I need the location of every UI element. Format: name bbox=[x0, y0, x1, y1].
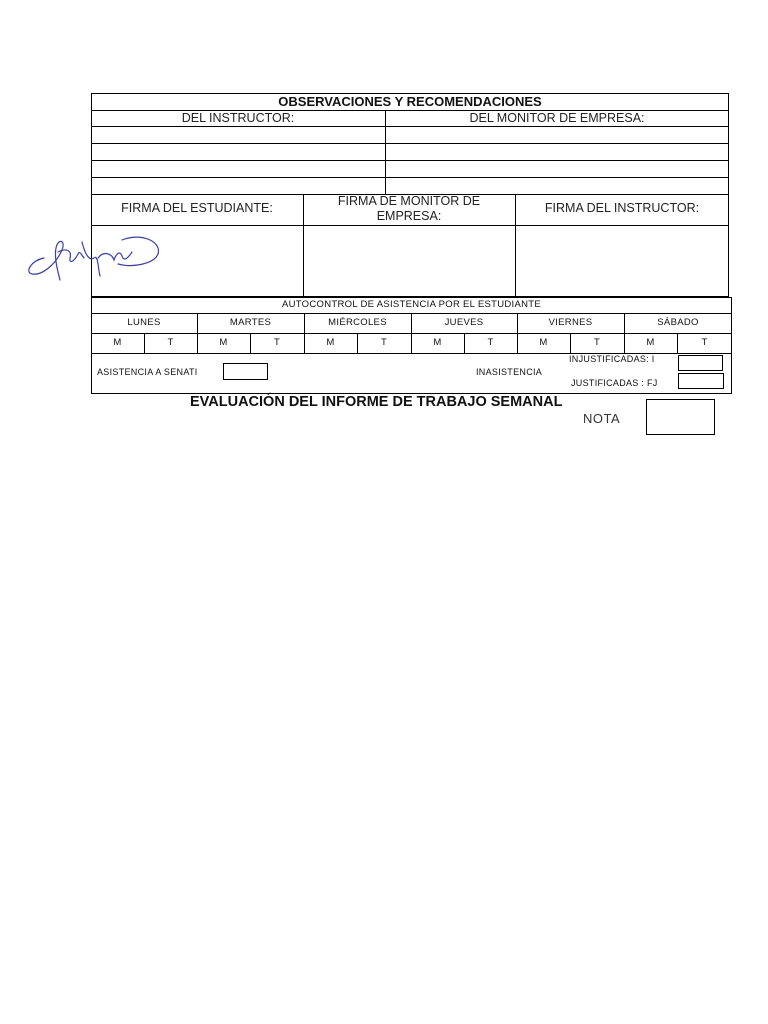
instructor-signature-field[interactable] bbox=[516, 226, 728, 296]
monitor-signature-field[interactable] bbox=[304, 226, 515, 296]
day-friday: VIERNES bbox=[548, 317, 593, 328]
monitor-header: DEL MONITOR DE EMPRESA: bbox=[469, 111, 645, 125]
instructor-line-4[interactable] bbox=[92, 178, 384, 194]
unjustified-box[interactable] bbox=[678, 355, 723, 371]
observations-title: OBSERVACIONES Y RECOMENDACIONES bbox=[278, 94, 542, 109]
thursday-morning-cell[interactable]: M bbox=[433, 337, 442, 348]
senati-attendance-label: ASISTENCIA A SENATI bbox=[97, 367, 198, 377]
justified-label: JUSTIFICADAS : FJ bbox=[571, 378, 658, 388]
instructor-header: DEL INSTRUCTOR: bbox=[181, 111, 295, 125]
tuesday-morning-cell[interactable]: M bbox=[219, 337, 228, 348]
day-saturday: SÁBADO bbox=[657, 317, 699, 328]
monitor-signature-label: FIRMA DE MONITOR DE EMPRESA: bbox=[337, 194, 481, 223]
evaluation-title: EVALUACIÓN DEL INFORME DE TRABAJO SEMANAL bbox=[190, 394, 563, 410]
saturday-afternoon-cell[interactable]: T bbox=[701, 337, 708, 348]
tuesday-afternoon-cell[interactable]: T bbox=[273, 337, 281, 348]
thursday-afternoon-cell[interactable]: T bbox=[487, 337, 494, 348]
attendance-title: AUTOCONTROL DE ASISTENCIA POR EL ESTUDIANTE bbox=[281, 299, 542, 310]
wednesday-morning-cell[interactable]: M bbox=[326, 337, 335, 348]
day-wednesday: MIÉRCOLES bbox=[328, 317, 387, 328]
instructor-signature-label: FIRMA DEL INSTRUCTOR: bbox=[544, 201, 700, 215]
grade-label: NOTA bbox=[583, 411, 621, 426]
student-signature-label: FIRMA DEL ESTUDIANTE: bbox=[121, 201, 273, 215]
absence-label: INASISTENCIA bbox=[476, 367, 543, 377]
friday-morning-cell[interactable]: M bbox=[539, 337, 548, 348]
day-thursday: JUEVES bbox=[444, 317, 484, 328]
wednesday-afternoon-cell[interactable]: T bbox=[380, 337, 388, 348]
saturday-morning-cell[interactable]: M bbox=[646, 337, 655, 348]
justified-box[interactable] bbox=[678, 373, 724, 389]
monday-morning-cell[interactable]: M bbox=[113, 337, 122, 348]
instructor-line-3[interactable] bbox=[92, 161, 384, 177]
monitor-line-3[interactable] bbox=[386, 161, 728, 177]
instructor-line-2[interactable] bbox=[92, 144, 384, 160]
unjustified-label: INJUSTIFICADAS: I bbox=[569, 354, 655, 364]
day-monday: LUNES bbox=[127, 317, 161, 328]
day-tuesday: MARTES bbox=[229, 317, 272, 328]
student-signature-image bbox=[22, 228, 164, 284]
instructor-line-1[interactable] bbox=[92, 127, 384, 143]
friday-afternoon-cell[interactable]: T bbox=[593, 337, 601, 348]
grade-box[interactable] bbox=[646, 399, 715, 435]
monitor-line-4[interactable] bbox=[386, 178, 728, 194]
senati-attendance-box[interactable] bbox=[223, 363, 268, 380]
monday-afternoon-cell[interactable]: T bbox=[167, 337, 174, 348]
monitor-line-1[interactable] bbox=[386, 127, 728, 143]
monitor-line-2[interactable] bbox=[386, 144, 728, 160]
